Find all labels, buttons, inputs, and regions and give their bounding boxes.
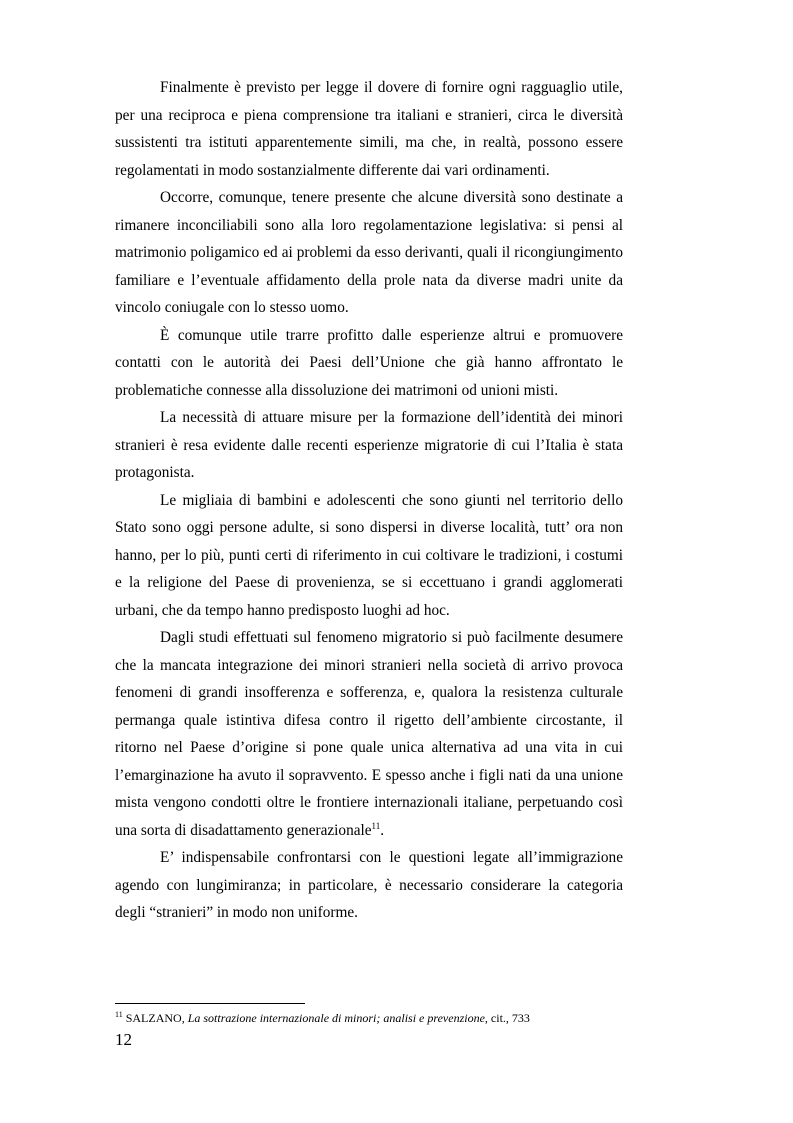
page-number: 12	[115, 1030, 132, 1049]
footnote-number: 11	[115, 1010, 123, 1019]
paragraph-7: E’ indispensabile confrontarsi con le questioni legate all’immigrazione agendo con lungimiranza; in particolare, è necessario considerare la categoria degli “stranieri” in modo non uniforme.	[115, 849, 623, 921]
paragraph-2: Occorre, comunque, tenere presente che alcune diversità sono destinate a rimanere inconciliabili sono alla loro regolamentazione legislativa: si pensi al matrimonio poligamico ed ai problemi da esso derivanti, quali il ricongiungimento familiare e l’eventuale affidamento della prole nata da diverse madri unite da vincolo coniugale con lo stesso uomo.	[115, 189, 623, 316]
paragraph-6-end: .	[380, 821, 385, 839]
paragraph-1: Finalmente è previsto per legge il dovere di fornire ogni ragguaglio utile, per una reciproca e piena comprensione tra italiani e stranieri, circa le diversità sussistenti tra istituti apparentemente simili, ma che, in realtà, possono essere regolamentati in modo sostanzialmente differente dai vari ordinamenti.	[115, 79, 623, 179]
page-body	[115, 74, 623, 927]
footnote-title: La sottrazione internazionale di minori; analisi e prevenzione	[187, 1011, 485, 1025]
paragraph-4: La necessità di attuare misure per la formazione dell’identità dei minori stranieri è resa evidente dalle recenti esperienze migratorie di cui l’Italia è stata protagonista.	[115, 409, 623, 481]
paragraph-5: Le migliaia di bambini e adolescenti che sono giunti nel territorio dello Stato sono oggi persone adulte, si sono dispersi in diverse località, tutt’ ora non hanno, per lo più, punti certi di riferimento in cui coltivare le tradizioni, i costumi e la religione del Paese di provenienza, se si eccettuano i grandi agglomerati urbani, che da tempo hanno predisposto luoghi ad hoc.	[115, 491, 623, 619]
paragraph-6-text: Dagli studi effettuati sul fenomeno migratorio si può facilmente desumere che la mancata integrazione dei minori stranieri nella società di arrivo provoca fenomeni di grandi insofferenza e sofferenza, e, qualora la resistenza culturale permanga quale istintiva difesa contro il rigetto dell’ambiente circostante, il ritorno nel Paese d’origine si pone quale unica alternativa ad una vita in cui l’emarginazione ha avuto il sopravvento. E spesso anche i figli nati da una unione mista vengono condotti oltre le frontiere internazionali italiane, perpetuando così una sorta di disadattamento generazionale	[115, 629, 623, 839]
paragraph-6	[115, 624, 623, 844]
footnote-author: SALZANO,	[125, 1011, 188, 1025]
paragraph-3: È comunque utile trarre profitto dalle esperienze altrui e promuovere contatti con le autorità dei Paesi dell’Unione che già hanno affrontato le problematiche connesse alla dissoluzione dei matrimoni od unioni misti.	[115, 326, 623, 399]
footnote-reference[interactable]: 11	[371, 820, 381, 831]
footnote-citation: , cit., 733	[484, 1011, 530, 1025]
footnote	[115, 1010, 635, 1026]
footnote-separator	[115, 1003, 305, 1004]
